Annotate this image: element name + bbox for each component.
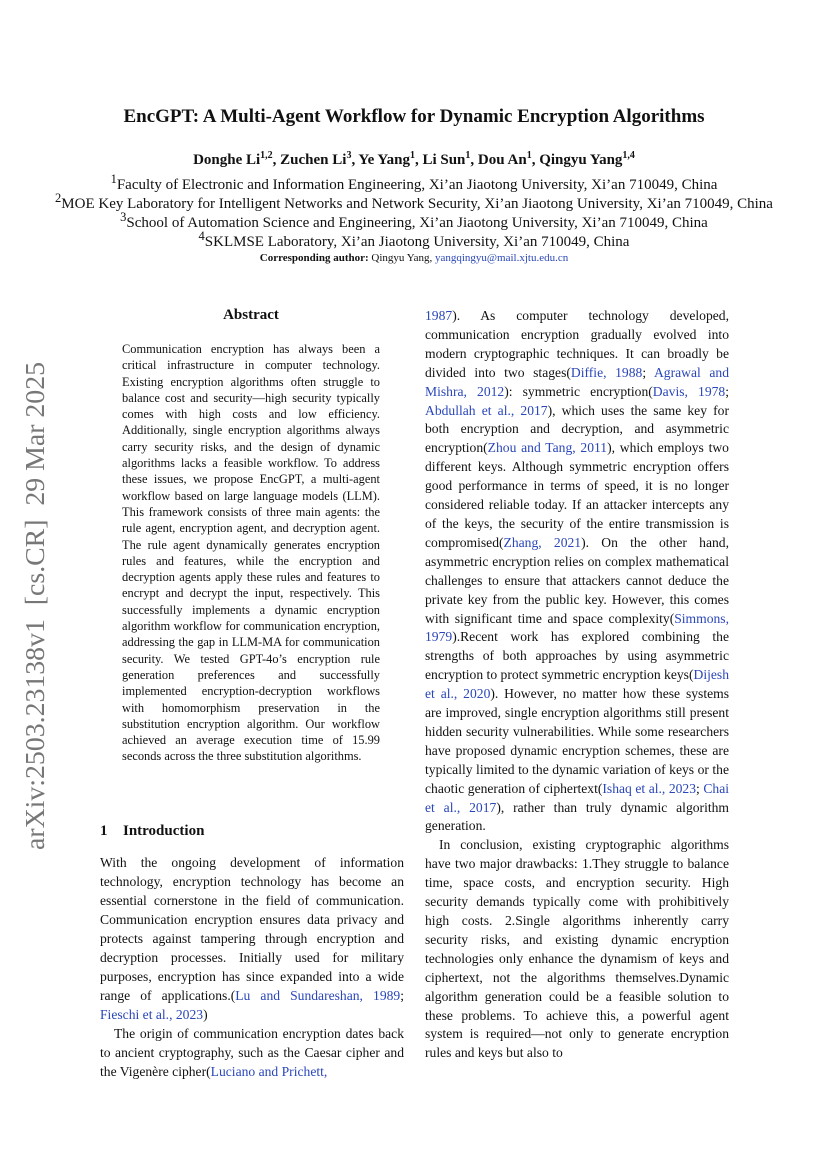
author-name: Ye Yang xyxy=(358,152,410,168)
author-name: Zuchen Li xyxy=(280,152,347,168)
affiliation-text: MOE Key Laboratory for Intelligent Networks and Network Security, Xi’an Jiaotong University, Xi’an 710049, China xyxy=(61,196,773,212)
corresponding-author xyxy=(0,252,828,264)
section-number: 1 xyxy=(100,823,108,839)
paragraph: With the ongoing development of information technology, encryption technology has become an essential cornerstone in the field of communication. Communication encryption ensures data privacy and protects against tampering through encryption and decryption processes. Initially used for military purposes, encryption has since expanded into a wide range of applications.(Lu and Sundareshan, 1989; Fieschi et al., 2023) xyxy=(100,855,404,1022)
citation-link[interactable]: 1987 xyxy=(425,308,453,323)
affiliation-text: SKLMSE Laboratory, Xi’an Jiaotong University, Xi’an 710049, China xyxy=(204,234,630,250)
corresponding-label: Corresponding author: xyxy=(259,252,369,264)
corresponding-name: Qingyu Yang, xyxy=(371,252,433,264)
paper-title: EncGPT: A Multi-Agent Workflow for Dynamic Encryption Algorithms xyxy=(123,106,705,127)
affiliation-number: 1 xyxy=(110,172,117,186)
section-title: Introduction xyxy=(123,823,205,839)
arxiv-sidebar xyxy=(14,360,50,850)
citation-link[interactable]: Agrawal and Mishra, 2012 xyxy=(425,364,729,399)
author-name: Donghe Li xyxy=(193,152,261,168)
author-affiliation-mark: 1,4 xyxy=(622,150,635,161)
citation-link[interactable]: Davis, 1978 xyxy=(652,383,726,399)
citation-link[interactable]: Simmons, 1979 xyxy=(425,610,729,645)
citation-link[interactable]: Zhang, 2021 xyxy=(503,534,582,550)
author-name: Li Sun xyxy=(422,152,466,168)
affiliation-4 xyxy=(0,229,828,251)
citation-link[interactable]: Zhou and Tang, 2011 xyxy=(487,440,608,456)
paragraph: The origin of communication encryption dates back to ancient cryptography, such as the Caesar cipher and the Vigenère cipher(Luciano and Prichett, xyxy=(100,1026,404,1079)
affiliation-number: 2 xyxy=(55,191,62,205)
right-column-body xyxy=(425,307,729,1063)
citation-link[interactable]: Diffie, 1988 xyxy=(570,364,643,380)
citation-link[interactable]: Chai et al., 2017 xyxy=(425,780,730,815)
author-name: Dou An xyxy=(477,152,527,168)
author-list: Donghe Li$^{1,2}$, Zuchen Li$^3$, Ye Yang$^1$, Li Sun$^1$, Dou An$^1$, Qingyu Yang$^{1,4}$ xyxy=(193,150,635,168)
left-column-body xyxy=(100,853,404,1081)
arxiv-identifier[interactable]: arXiv:2503.23138v1 [cs.CR] 29 Mar 2025 xyxy=(20,376,50,850)
citation-link[interactable]: Luciano and Prichett, xyxy=(210,1064,328,1079)
affiliation-number: 4 xyxy=(198,229,205,243)
corresponding-email-link[interactable]: yangqingyu@mail.xjtu.edu.cn xyxy=(434,252,569,264)
abstract-heading: Abstract xyxy=(223,307,279,323)
paragraph: In conclusion, existing cryptographic algorithms have two major drawbacks: 1.They struggle to balance time, space costs, and encryption security. High security demands typically come with prohibitively high costs. 2.Single algorithms inherently carry security risks, and existing dynamic encryption technologies only enhance the dynamism of keys and ciphertext, not the algorithms themselves.Dynamic algorithm generation could be a feasible solution to these problems. To achieve this, a powerful agent system is required—not only to generate encryption rules and keys but also to xyxy=(425,837,729,1061)
section-heading-introduction xyxy=(100,823,204,840)
affiliation-text: School of Automation Science and Engineering, Xi’an Jiaotong University, Xi’an 710049, China xyxy=(126,215,708,231)
citation-link[interactable]: Lu and Sundareshan, 1989 xyxy=(235,988,401,1003)
author-affiliation-mark: 3 xyxy=(346,150,352,161)
abstract-text: Communication encryption has always been a critical infrastructure in computer technology. Existing encryption algorithms often struggle to balance cost and security—high security typically comes with high costs and low efficiency. Additionally, single encryption algorithms always carry security risks, and the design of dynamic algorithms lacks a feasible workflow. To address these issues, we propose EncGPT, a multi-agent workflow based on large language models (LLM). This framework consists of three main agents: the rule agent, encryption agent, and decryption agent. The rule agent dynamically generates encryption rules and features, while the encryption and decryption agents apply these rules and features to encrypt and decrypt the input, respectively. This successfully implements a dynamic encryption algorithm workflow for communication encryption, addressing the gap in LLM-MA for communication security. We tested GPT-4o’s encryption rule generation preferences and successfully implemented encryption-decryption workflows with homomorphism preservation in the substitution encryption algorithm. Our workflow achieved an average execution time of 15.99 seconds across the three substitution algorithms. xyxy=(122,342,380,764)
paragraph: 1987). As computer technology developed, communication encryption gradually evolved into modern cryptographic techniques. It can broadly be divided into two stages(Diffie, 1988; Agrawal and Mishra, 2012): symmetric encryption(Davis, 1978; Abdullah et al., 2017), which uses the same key for both encryption and decryption, and asymmetric encryption(Zhou and Tang, 2011), which employs two different keys. Although symmetric encryption offers good performance in terms of speed, it is no longer considered reliable today. If an attacker intercepts any of the keys, the security of the entire transmission is compromised(Zhang, 2021). On the other hand, asymmetric encryption relies on complex mathematical challenges to ensure that attackers cannot deduce the private key from the public key. However, this comes with significant time and space complexity(Simmons, 1979).Recent work has explored combining the strengths of both approaches by using asymmetric encryption to protect symmetric encryption keys(Dijesh et al., 2020). However, no matter how these systems are improved, single encryption algorithms still present hidden security vulnerabilities. While some researchers have proposed dynamic encryption schemes, these are typically limited to the dynamic variation of keys or the chaotic generation of ciphertext(Ishaq et al., 2023; Chai et al., 2017), rather than truly dynamic algorithm generation. xyxy=(425,308,730,834)
citation-link[interactable]: Ishaq et al., 2023 xyxy=(602,780,697,796)
author-affiliation-mark: 1 xyxy=(409,150,415,161)
citation-link[interactable]: Fieschi et al., 2023 xyxy=(100,1007,204,1022)
affiliation-text: Faculty of Electronic and Information Engineering, Xi’an Jiaotong University, Xi’an 710049, China xyxy=(116,177,718,193)
author-affiliation-mark: 1 xyxy=(465,150,471,161)
author-affiliation-mark: 1,2 xyxy=(260,150,273,161)
citation-link[interactable]: Abdullah et al., 2017 xyxy=(425,402,548,418)
author-affiliation-mark: 1 xyxy=(526,150,532,161)
affiliation-number: 3 xyxy=(120,210,127,224)
author-name: Qingyu Yang xyxy=(539,152,623,168)
citation-link[interactable]: Dijesh et al., 2020 xyxy=(425,667,729,702)
